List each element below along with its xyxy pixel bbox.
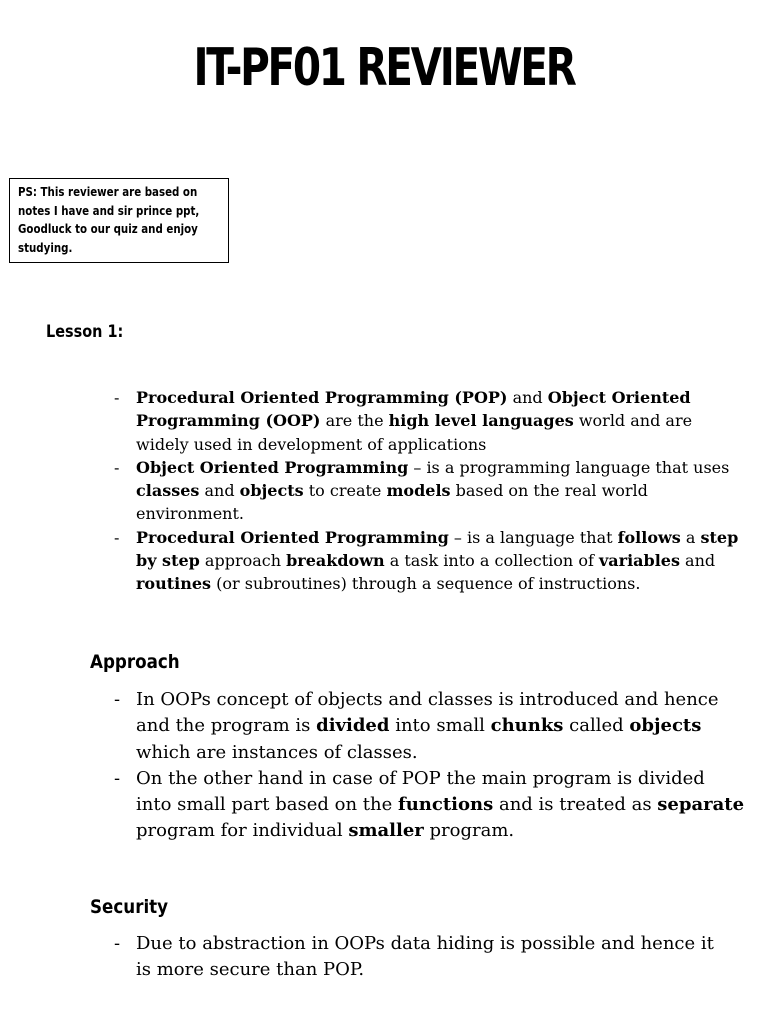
bold-text: by step [136,551,200,571]
bullet-line [136,502,736,525]
bold-text: chunks [490,715,564,737]
bold-text: high level languages [388,411,574,431]
bullet-line [136,818,736,844]
bold-text: divided [316,715,390,737]
note-line: studying. [18,239,73,255]
text: are the [320,411,389,431]
text: a [680,527,701,547]
bold-text: Programming (OOP) [136,411,321,431]
text: program. [423,820,515,842]
text: and [199,481,240,501]
bullet-dash: - [114,457,120,477]
text: into small [389,715,491,737]
text: widely used in development of applications [136,434,487,454]
approach-heading: Approach [90,651,180,673]
bold-text: objects [629,715,702,737]
bullet-item [114,766,745,845]
text: called [563,715,630,737]
text: world and are [573,411,693,431]
bullet-line [136,572,736,595]
text: a task into a collection of [384,551,599,571]
bold-text: models [386,481,451,501]
text: – is a language that [448,527,618,547]
text: and the program is [136,715,317,737]
text: approach [199,551,287,571]
bold-text: Procedural Oriented Programming (POP) [136,388,508,407]
bullet-line [136,526,739,549]
text: – is a programming language that uses [408,457,730,477]
text: environment. [136,504,244,524]
bold-text: smaller [348,820,424,842]
bold-text: variables [598,551,680,571]
bullet-line [136,713,736,739]
text: is more secure than POP. [136,959,365,981]
bullet-item [114,526,739,596]
bold-text: follows [617,527,681,547]
bold-text: routines [136,574,212,594]
bold-text: classes [136,481,200,501]
bullet-dash: - [114,388,120,407]
bullet-dash: - [114,689,121,710]
bullet-line [136,766,736,792]
bullet-line [136,386,736,409]
text: into small part based on the [136,794,398,816]
bold-text: separate [657,794,745,816]
bullet-dash: - [114,933,121,954]
document-title: IT-PF01 REVIEWER [193,38,575,98]
note-line: notes I have and sir prince ppt, [18,202,200,218]
security-heading: Security [90,896,169,918]
bullet-line [136,549,736,572]
bold-text: breakdown [286,551,385,571]
text: (or subroutines) through a sequence of instructions. [211,574,641,594]
text: which are instances of classes. [136,741,418,763]
bullet-line [136,409,736,432]
text: program for individual [136,820,349,842]
bullet-line [136,792,745,818]
text: In OOPs concept of objects and classes is introduced and hence [136,689,719,710]
bullet-dash: - [114,527,120,547]
bold-text: Procedural Oriented Programming [136,527,449,547]
bullet-item [114,687,736,766]
security-list [114,931,736,984]
bullet-line [136,479,736,502]
bold-text: objects [239,481,304,501]
text: and is treated as [493,794,658,816]
text: Due to abstraction in OOPs data hiding is possible and hence it [136,933,714,954]
text: and [507,388,548,407]
bullet-dash: - [114,767,121,789]
bold-text: step [700,527,739,547]
approach-list [114,687,745,845]
lesson-heading: Lesson 1: [46,322,124,342]
text: and [679,551,716,571]
text: On the other hand in case of POP the main program is divided [136,767,705,789]
bullet-item [114,386,736,456]
note-line: Goodluck to our quiz and enjoy [18,221,198,236]
bullet-line [136,957,736,983]
bullet-item [114,931,736,984]
note-line: PS: This reviewer are based on [18,184,198,199]
text: to create [303,481,387,501]
bold-text: Object Oriented [547,388,691,407]
bullet-line [136,687,736,713]
bullet-line [136,433,736,456]
bullet-line [136,456,736,479]
bold-text: functions [397,794,494,816]
lesson-list [114,386,739,596]
bullet-item [114,456,736,526]
note-box [9,178,229,263]
text: based on the real world [450,481,648,501]
bullet-line [136,931,736,957]
bullet-line [136,740,736,766]
bold-text: Object Oriented Programming [136,457,409,477]
